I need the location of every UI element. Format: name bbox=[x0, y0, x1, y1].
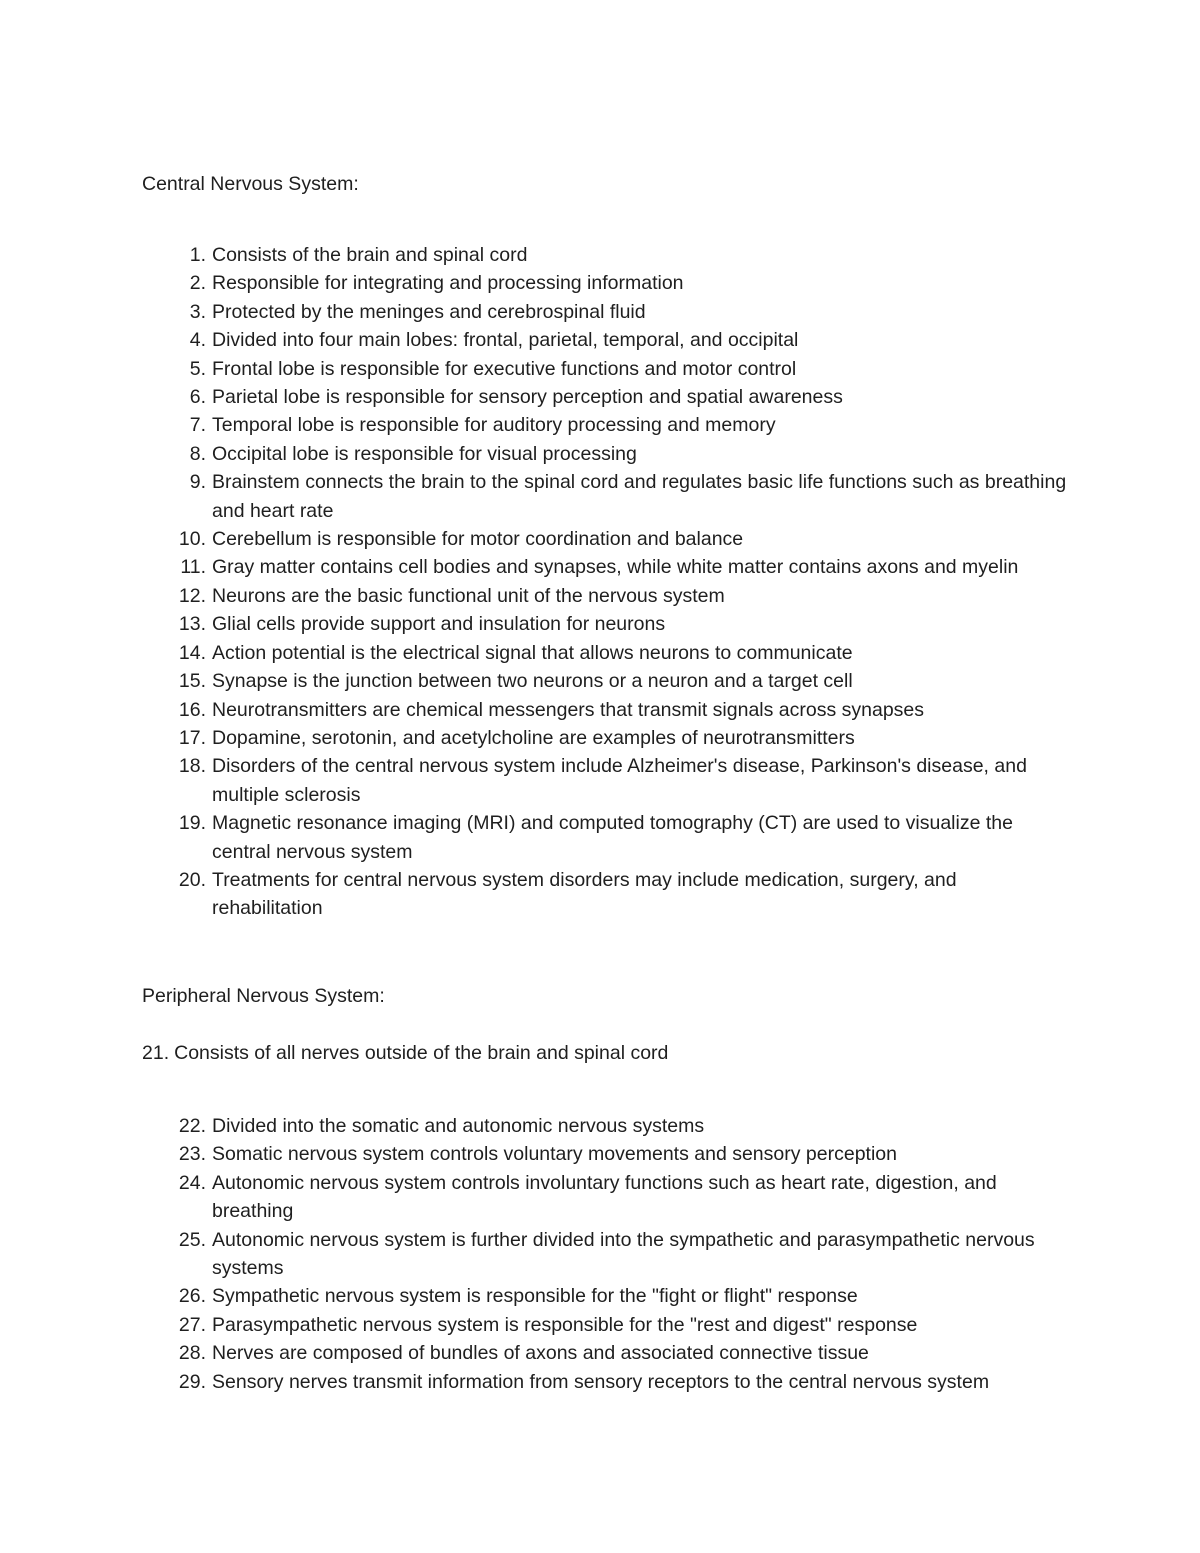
list-text: Autonomic nervous system controls involuntary functions such as heart rate, digestion, and breathing bbox=[212, 1171, 997, 1223]
list-item bbox=[0, 298, 1072, 326]
list-number: 23. bbox=[178, 1143, 206, 1166]
list-number: 20. bbox=[178, 868, 206, 891]
list-text: Somatic nervous system controls voluntary movements and sensory perception bbox=[212, 1143, 897, 1166]
list-number: 24. bbox=[178, 1171, 206, 1194]
list-number: 14. bbox=[178, 641, 206, 664]
list-item bbox=[0, 440, 1072, 468]
pns-heading: Peripheral Nervous System: bbox=[142, 985, 385, 1007]
list-number: 3. bbox=[189, 300, 206, 323]
list-number: 26. bbox=[178, 1285, 206, 1308]
list-text: Autonomic nervous system is further divided into the sympathetic and parasympathetic nervous systems bbox=[212, 1228, 1035, 1280]
list-text: Synapse is the junction between two neurons or a neuron and a target cell bbox=[212, 670, 853, 693]
list-item bbox=[0, 468, 1072, 525]
list-text: Dopamine, serotonin, and acetylcholine are examples of neurotransmitters bbox=[212, 726, 855, 749]
list-number: 21. bbox=[142, 1042, 170, 1064]
list-item bbox=[0, 269, 1072, 297]
list-item bbox=[0, 667, 1072, 695]
list-number: 19. bbox=[178, 812, 206, 835]
list-number: 11. bbox=[180, 556, 206, 579]
list-item bbox=[0, 1339, 1072, 1367]
list-number: 10. bbox=[178, 528, 206, 551]
cns-heading: Central Nervous System: bbox=[142, 173, 359, 195]
list-text: Neurotransmitters are chemical messengers that transmit signals across synapses bbox=[212, 698, 925, 721]
list-item bbox=[0, 724, 1072, 752]
list-text: Treatments for central nervous system disorders may include medication, surgery, and rehabilitation bbox=[212, 868, 957, 920]
list-number: 4. bbox=[189, 329, 206, 352]
list-text: Divided into four main lobes: frontal, parietal, temporal, and occipital bbox=[212, 329, 799, 352]
list-number: 25. bbox=[178, 1228, 206, 1251]
list-text: Consists of the brain and spinal cord bbox=[212, 244, 528, 266]
list-item bbox=[0, 610, 1072, 638]
list-text: Temporal lobe is responsible for auditory processing and memory bbox=[212, 414, 776, 437]
list-item bbox=[0, 1282, 1072, 1310]
list-item bbox=[0, 411, 1072, 439]
list-text: Brainstem connects the brain to the spinal cord and regulates basic life functions such as breathing and heart rate bbox=[212, 471, 1067, 522]
list-number: 17. bbox=[178, 726, 206, 749]
list-number: 28. bbox=[178, 1342, 206, 1365]
list-text: Neurons are the basic functional unit of the nervous system bbox=[212, 584, 725, 607]
list-item bbox=[0, 355, 1072, 383]
list-number: 7. bbox=[189, 414, 206, 437]
list-text: Action potential is the electrical signal that allows neurons to communicate bbox=[212, 641, 853, 664]
list-item bbox=[0, 241, 1072, 269]
list-item bbox=[0, 553, 1072, 581]
list-number: 27. bbox=[178, 1313, 206, 1336]
list-number: 1. bbox=[189, 244, 206, 266]
list-number: 6. bbox=[189, 386, 206, 409]
list-number: 18. bbox=[178, 755, 206, 778]
list-text: Consists of all nerves outside of the brain and spinal cord bbox=[174, 1042, 669, 1064]
pns-list bbox=[0, 1112, 1200, 1396]
list-item bbox=[0, 752, 1072, 809]
list-item bbox=[0, 866, 1072, 923]
list-item bbox=[0, 326, 1072, 354]
list-text: Protected by the meninges and cerebrospinal fluid bbox=[212, 300, 646, 323]
list-item bbox=[0, 696, 1072, 724]
list-text: Frontal lobe is responsible for executive functions and motor control bbox=[212, 357, 797, 380]
list-item bbox=[0, 809, 1072, 866]
list-number: 8. bbox=[189, 442, 206, 465]
list-item bbox=[0, 1169, 1072, 1226]
list-text: Nerves are composed of bundles of axons and associated connective tissue bbox=[212, 1342, 869, 1365]
list-text: Divided into the somatic and autonomic nervous systems bbox=[212, 1115, 705, 1137]
list-text: Cerebellum is responsible for motor coordination and balance bbox=[212, 528, 744, 551]
list-number: 16. bbox=[178, 698, 206, 721]
list-number: 13. bbox=[178, 613, 206, 636]
list-text: Glial cells provide support and insulation for neurons bbox=[212, 613, 666, 636]
list-number: 9. bbox=[189, 471, 206, 494]
list-number: 29. bbox=[178, 1370, 206, 1393]
cns-list bbox=[0, 241, 1200, 923]
list-item bbox=[0, 582, 1072, 610]
list-item bbox=[0, 639, 1072, 667]
list-item bbox=[0, 1368, 1072, 1396]
pns-first-item bbox=[142, 1039, 668, 1067]
list-number: 15. bbox=[178, 670, 206, 693]
list-item bbox=[0, 1226, 1072, 1283]
list-number: 22. bbox=[178, 1115, 206, 1137]
list-number: 12. bbox=[178, 584, 206, 607]
list-text: Parasympathetic nervous system is responsible for the "rest and digest" response bbox=[212, 1313, 918, 1336]
list-text: Parietal lobe is responsible for sensory perception and spatial awareness bbox=[212, 386, 843, 409]
list-item bbox=[0, 1112, 1072, 1140]
list-item bbox=[0, 383, 1072, 411]
list-text: Sensory nerves transmit information from sensory receptors to the central nervous system bbox=[212, 1370, 990, 1393]
list-item bbox=[0, 1140, 1072, 1168]
list-item bbox=[0, 525, 1072, 553]
list-text: Gray matter contains cell bodies and synapses, while white matter contains axons and myelin bbox=[212, 556, 1019, 579]
list-text: Occipital lobe is responsible for visual processing bbox=[212, 442, 637, 465]
list-number: 2. bbox=[189, 272, 206, 295]
list-text: Disorders of the central nervous system include Alzheimer's disease, Parkinson's disease, and multiple sclerosis bbox=[212, 755, 1027, 806]
list-number: 5. bbox=[189, 357, 206, 380]
list-text: Responsible for integrating and processing information bbox=[212, 272, 684, 295]
list-text: Magnetic resonance imaging (MRI) and computed tomography (CT) are used to visualize the central nervous system bbox=[212, 812, 1013, 863]
list-text: Sympathetic nervous system is responsible for the "fight or flight" response bbox=[212, 1285, 858, 1308]
list-item bbox=[0, 1311, 1072, 1339]
